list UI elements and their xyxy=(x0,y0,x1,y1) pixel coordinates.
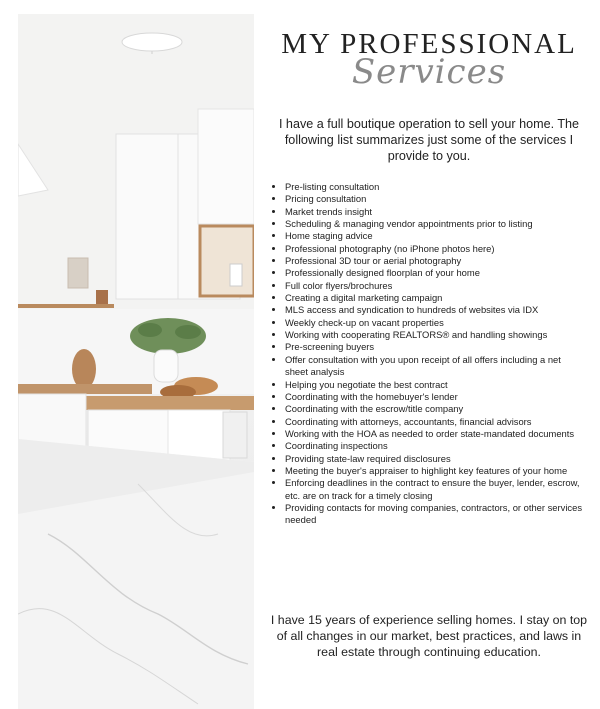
intro-paragraph: I have a full boutique operation to sell your home. The following list summarizes just some of the services I provide to you. xyxy=(278,117,580,163)
list-item: • Professional photography (no iPhone photos here) xyxy=(285,243,585,255)
list-item: • Scheduling & managing vendor appointments prior to listing xyxy=(285,218,585,230)
list-item: • Coordinating with the homebuyer's lender xyxy=(285,391,585,403)
list-item: • Coordinating with attorneys, accountants, financial advisors xyxy=(285,416,585,428)
list-item: • Working with cooperating REALTORS® and handling showings xyxy=(285,329,585,341)
list-item: • Providing contacts for moving companies, contractors, or other services needed xyxy=(285,502,585,527)
page-title: MY PROFESSIONAL xyxy=(281,28,577,60)
list-item: • Weekly check-up on vacant properties xyxy=(285,317,585,329)
list-item: • Coordinating with the escrow/title company xyxy=(285,403,585,415)
list-item: • Providing state-law required disclosures xyxy=(285,453,585,465)
page-subtitle: Services xyxy=(351,52,507,92)
list-item: • Market trends insight xyxy=(285,206,585,218)
list-item: • Professionally designed floorplan of your home xyxy=(285,267,585,279)
list-item: • Meeting the buyer's appraiser to highlight key features of your home xyxy=(285,465,585,477)
list-item: • Pre-screening buyers xyxy=(285,341,585,353)
list-item: • Creating a digital marketing campaign xyxy=(285,292,585,304)
list-item: • Full color flyers/brochures xyxy=(285,280,585,292)
list-item: • Pre-listing consultation xyxy=(285,181,585,193)
list-item: • Coordinating inspections xyxy=(285,440,585,452)
list-item: • Offer consultation with you upon receipt of all offers including a net sheet analysis xyxy=(285,354,585,379)
list-item: • Working with the HOA as needed to order state-mandated documents xyxy=(285,428,585,440)
list-item: • Pricing consultation xyxy=(285,193,585,205)
services-list xyxy=(272,181,585,527)
list-item: • Professional 3D tour or aerial photography xyxy=(285,255,585,267)
closing-paragraph: I have 15 years of experience selling homes. I stay on top of all changes in our market, best practices, and laws in real estate through continuing education. xyxy=(270,613,588,659)
kitchen-photo xyxy=(18,14,254,709)
list-item: • MLS access and syndication to hundreds of websites via IDX xyxy=(285,304,585,316)
list-item: • Home staging advice xyxy=(285,230,585,242)
list-item: • Helping you negotiate the best contract xyxy=(285,379,585,391)
list-item: • Enforcing deadlines in the contract to ensure the buyer, lender, escrow, etc. are on track for a timely closing xyxy=(285,477,585,502)
